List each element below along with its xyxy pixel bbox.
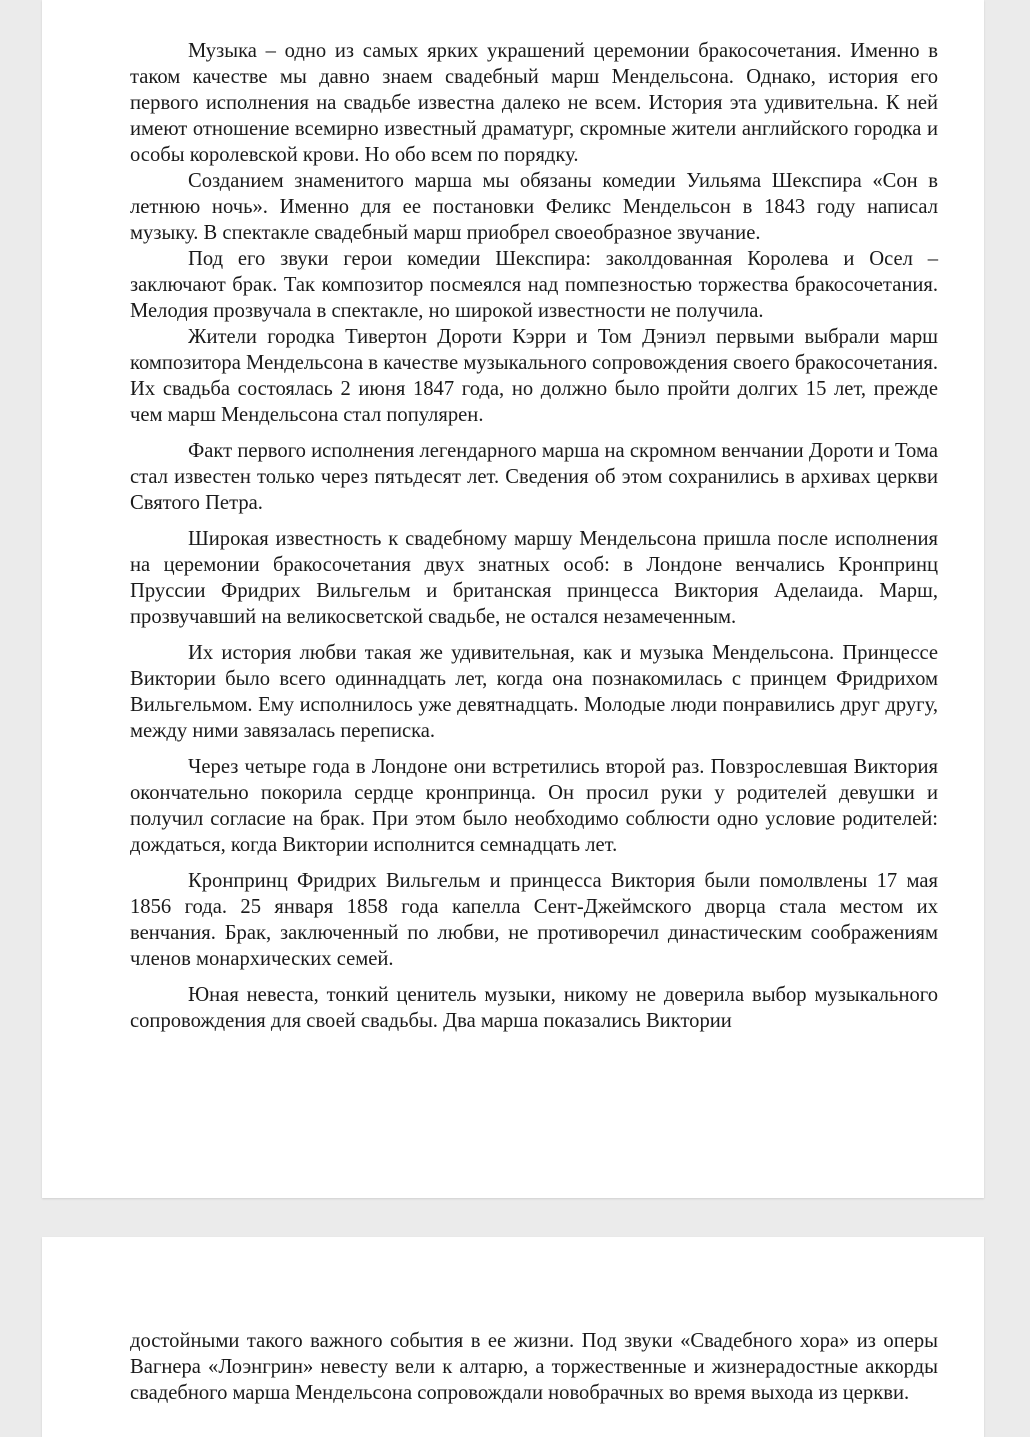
paragraph-intro: Музыка – одно из самых ярких украшений церемонии бракосочетания. Именно в таком качестве мы давно знаем свадебный марш Мендельсона. Однако, история его первого исполнения на свадьбе известна далеко не всем. История эта удивительна. К ней имеют отношение всемирно известный драматург, скромные жители английского городка и особы королевской крови. Но обо всем по порядку. bbox=[130, 40, 938, 166]
paragraph-heroes: Под его звуки герои комедии Шекспира: заколдованная Королева и Осел – заключают брак. Так композитор посмеялся над помпезностью торжества бракосочетания. Мелодия прозвучала в спектакле, но широкой известности не получила. bbox=[130, 248, 938, 322]
paragraph-fact: Факт первого исполнения легендарного марша на скромном венчании Дороти и Тома стал известен только через пятьдесят лет. Сведения об этом сохранились в архивах церкви Святого Петра. bbox=[130, 440, 938, 514]
paragraph-engagement: Кронпринц Фридрих Вильгельм и принцесса Виктория были помолвлены 17 мая 1856 года. 25 января 1858 года капелла Сент-Джеймского дворца стала местом их венчания. Брак, заключенный по любви, не противоречил династическим соображениям членов монархических семей. bbox=[130, 870, 938, 970]
paragraph-fame: Широкая известность к свадебному маршу Мендельсона пришла после исполнения на церемонии бракосочетания двух знатных особ: в Лондоне венчались Кронпринц Пруссии Фридрих Вильгельм и британская принцесса Виктория Аделаида. Марш, прозвучавший на великосветской свадьбе, не остался незамеченным. bbox=[130, 528, 938, 628]
paragraph-bride: Юная невеста, тонкий ценитель музыки, никому не доверила выбор музыкального сопровождения для своей свадьбы. Два марша показались Виктории bbox=[130, 984, 938, 1032]
paragraph-comedy: Созданием знаменитого марша мы обязаны комедии Уильяма Шекспира «Сон в летнюю ночь». Именно для ее постановки Феликс Мендельсон в 1843 году написал музыку. В спектакле свадебный марш приобрел своеобразное звучание. bbox=[130, 170, 938, 244]
document-page-2[interactable] bbox=[42, 1237, 984, 1437]
document-page-1[interactable] bbox=[42, 0, 984, 1198]
paragraph-tiverton: Жители городка Тивертон Дороти Кэрри и Том Дэниэл первыми выбрали марш композитора Мендельсона в качестве музыкального сопровождения своего бракосочетания. Их свадьба состоялась 2 июня 1847 года, но должно было пройти долгих 15 лет, прежде чем марш Мендельсона стал популярен. bbox=[130, 326, 938, 426]
paragraph-love-story: Их история любви такая же удивительная, как и музыка Мендельсона. Принцессе Виктории было всего одиннадцать лет, когда она познакомилась с принцем Фридрихом Вильгельмом. Ему исполнилось уже девятнадцать. Молодые люди понравились друг другу, между ними завязалась переписка. bbox=[130, 642, 938, 742]
paragraph-continuation: достойными такого важного события в ее жизни. Под звуки «Свадебного хора» из оперы Вагнера «Лоэнгрин» невесту вели к алтарю, а торжественные и жизнерадостные аккорды свадебного марша Мендельсона сопровождали новобрачных во время выхода из церкви. bbox=[130, 1330, 938, 1404]
paragraph-second-meeting: Через четыре года в Лондоне они встретились второй раз. Повзрослевшая Виктория окончательно покорила сердце кронпринца. Он просил руки у родителей девушки и получил согласие на брак. При этом было необходимо соблюсти одно условие родителей: дождаться, когда Виктории исполнится семнадцать лет. bbox=[130, 756, 938, 856]
